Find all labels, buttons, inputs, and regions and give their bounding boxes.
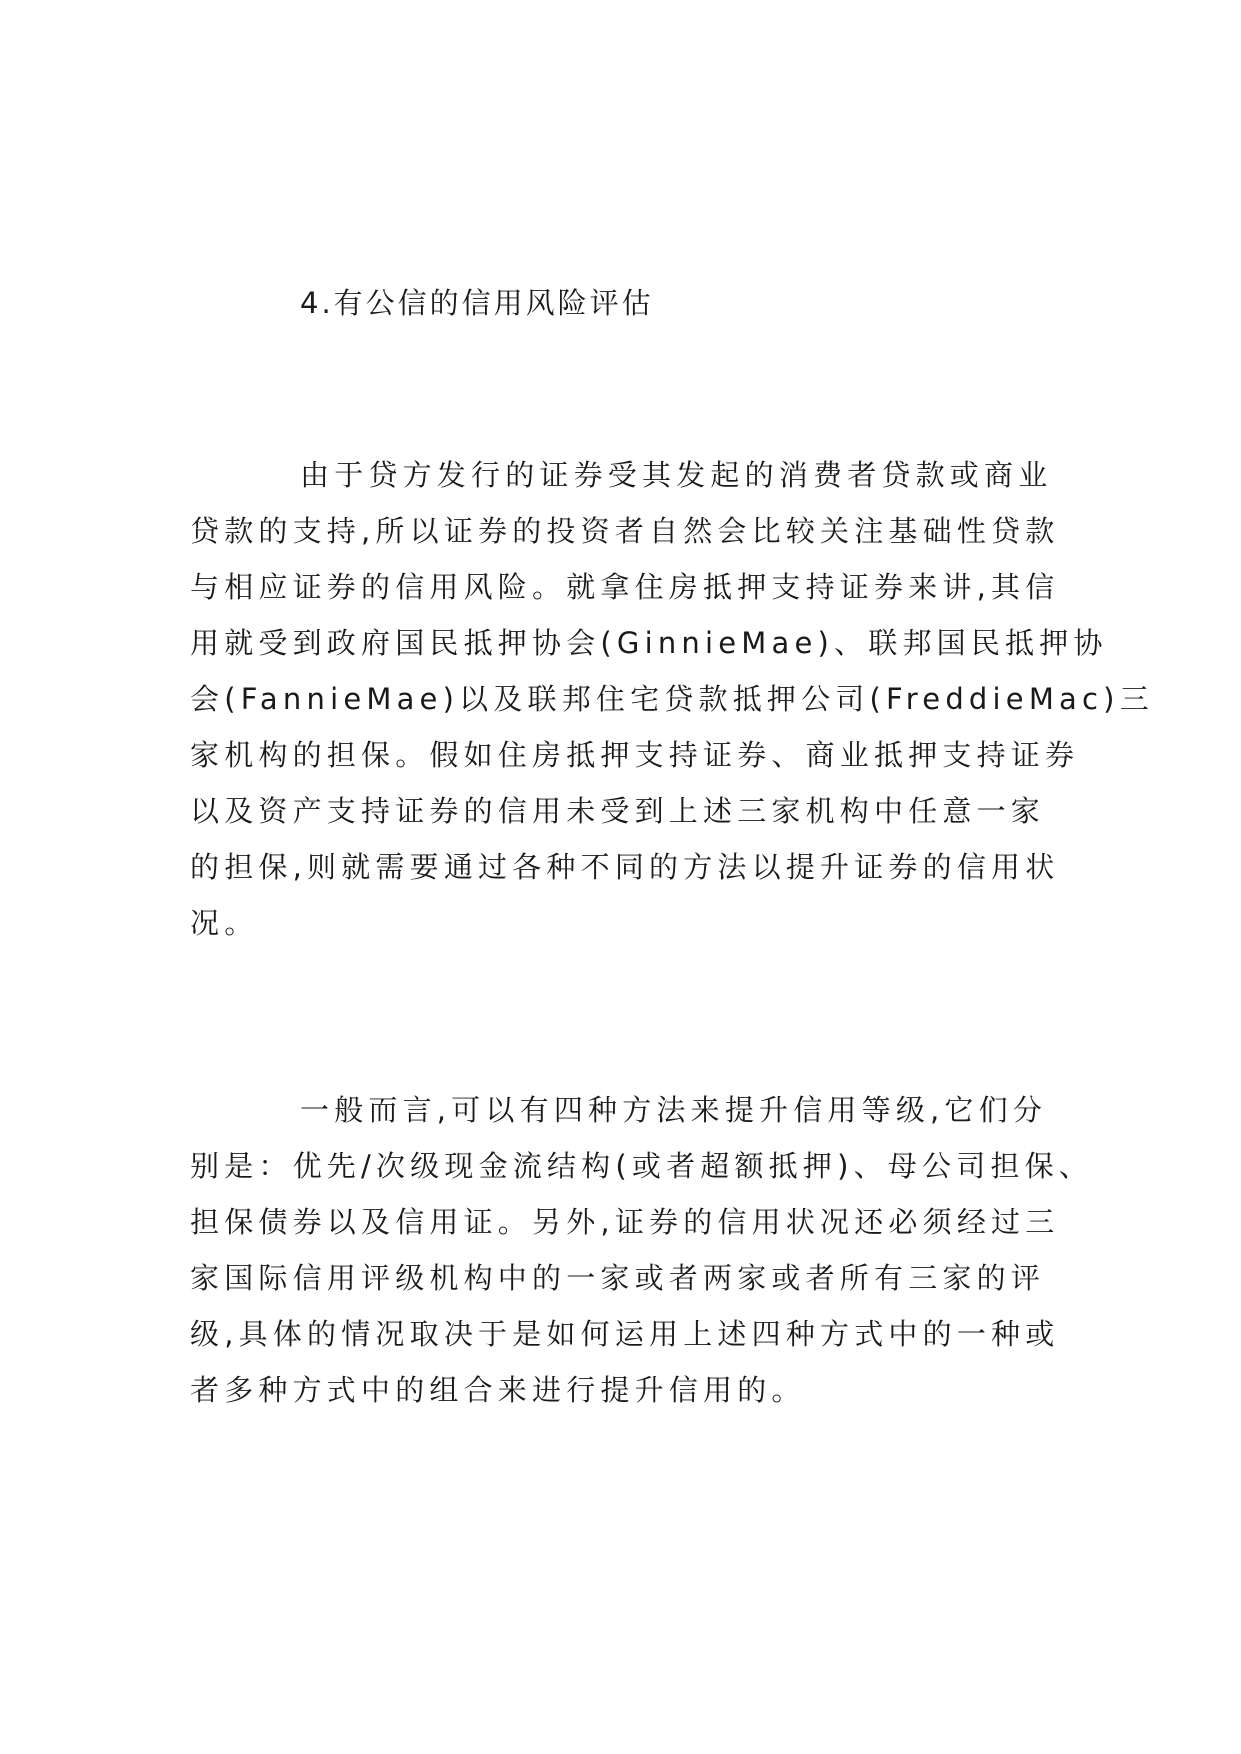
paragraph-line: 会(FannieMae)以及联邦住宅贷款抵押公司(FreddieMac)三 bbox=[190, 682, 1154, 716]
paragraph-line: 用就受到政府国民抵押协会(GinnieMae)、联邦国民抵押协 bbox=[190, 626, 1108, 660]
paragraph-line: 与相应证券的信用风险。就拿住房抵押支持证券来讲,其信 bbox=[190, 570, 1060, 604]
paragraph-line: 一般而言,可以有四种方法来提升信用等级,它们分 bbox=[300, 1093, 1048, 1127]
paragraph-line: 况。 bbox=[190, 906, 259, 940]
paragraph-line: 家机构的担保。假如住房抵押支持证券、商业抵押支持证券 bbox=[190, 738, 1080, 772]
paragraph-line: 家国际信用评级机构中的一家或者两家或者所有三家的评 bbox=[190, 1261, 1046, 1295]
section-heading: 4.有公信的信用风险评估 bbox=[300, 286, 654, 320]
paragraph-line: 的担保,则就需要通过各种不同的方法以提升证券的信用状 bbox=[190, 850, 1060, 884]
paragraph-line: 担保债券以及信用证。另外,证券的信用状况还必须经过三 bbox=[190, 1205, 1060, 1239]
paragraph-line: 由于贷方发行的证券受其发起的消费者贷款或商业 bbox=[300, 458, 1053, 492]
paragraph-line: 贷款的支持,所以证券的投资者自然会比较关注基础性贷款 bbox=[190, 514, 1060, 548]
paragraph-line: 者多种方式中的组合来进行提升信用的。 bbox=[190, 1373, 806, 1407]
paragraph-line: 级,具体的情况取决于是如何运用上述四种方式中的一种或 bbox=[190, 1317, 1060, 1351]
paragraph-line: 以及资产支持证券的信用未受到上述三家机构中任意一家 bbox=[190, 794, 1046, 828]
paragraph-line: 别是：优先/次级现金流结构(或者超额抵押)、母公司担保、 bbox=[190, 1149, 1093, 1183]
